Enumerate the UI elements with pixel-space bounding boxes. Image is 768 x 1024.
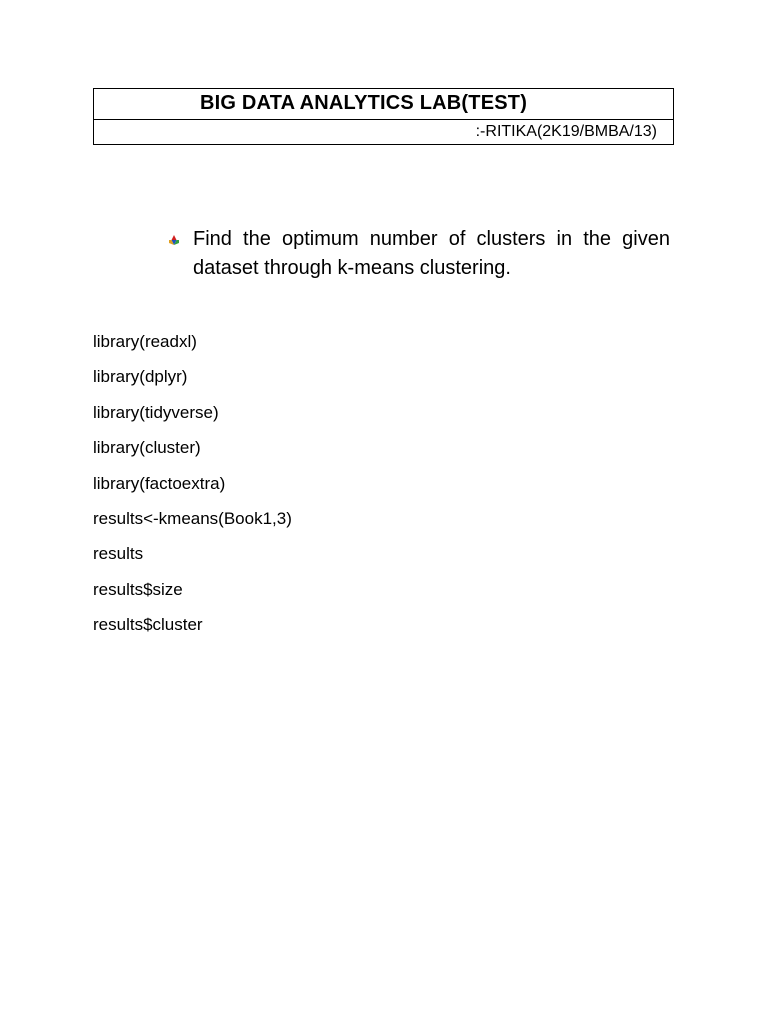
author-label: :-RITIKA(2K19/BMBA/13)	[475, 123, 657, 140]
code-list	[93, 331, 292, 650]
code-line: library(dplyr)	[93, 367, 188, 387]
code-line: results<-kmeans(Book1,3)	[93, 508, 292, 528]
task-item	[168, 225, 670, 283]
code-line: library(tidyverse)	[93, 402, 219, 422]
code-line: library(factoextra)	[93, 473, 226, 493]
bullet-icon	[168, 234, 180, 246]
header-author-row	[94, 120, 673, 144]
task-text: Find the optimum number of clusters in the given dataset through k-means clustering.	[193, 228, 670, 279]
code-line: results	[93, 544, 144, 564]
code-line: library(readxl)	[93, 332, 197, 351]
page-title: BIG DATA ANALYTICS LAB(TEST)	[200, 92, 528, 114]
header-table	[93, 88, 674, 145]
header-title-row	[94, 89, 673, 120]
code-line: library(cluster)	[93, 438, 201, 458]
code-line: results$size	[93, 579, 183, 599]
code-line: results$cluster	[93, 615, 203, 635]
